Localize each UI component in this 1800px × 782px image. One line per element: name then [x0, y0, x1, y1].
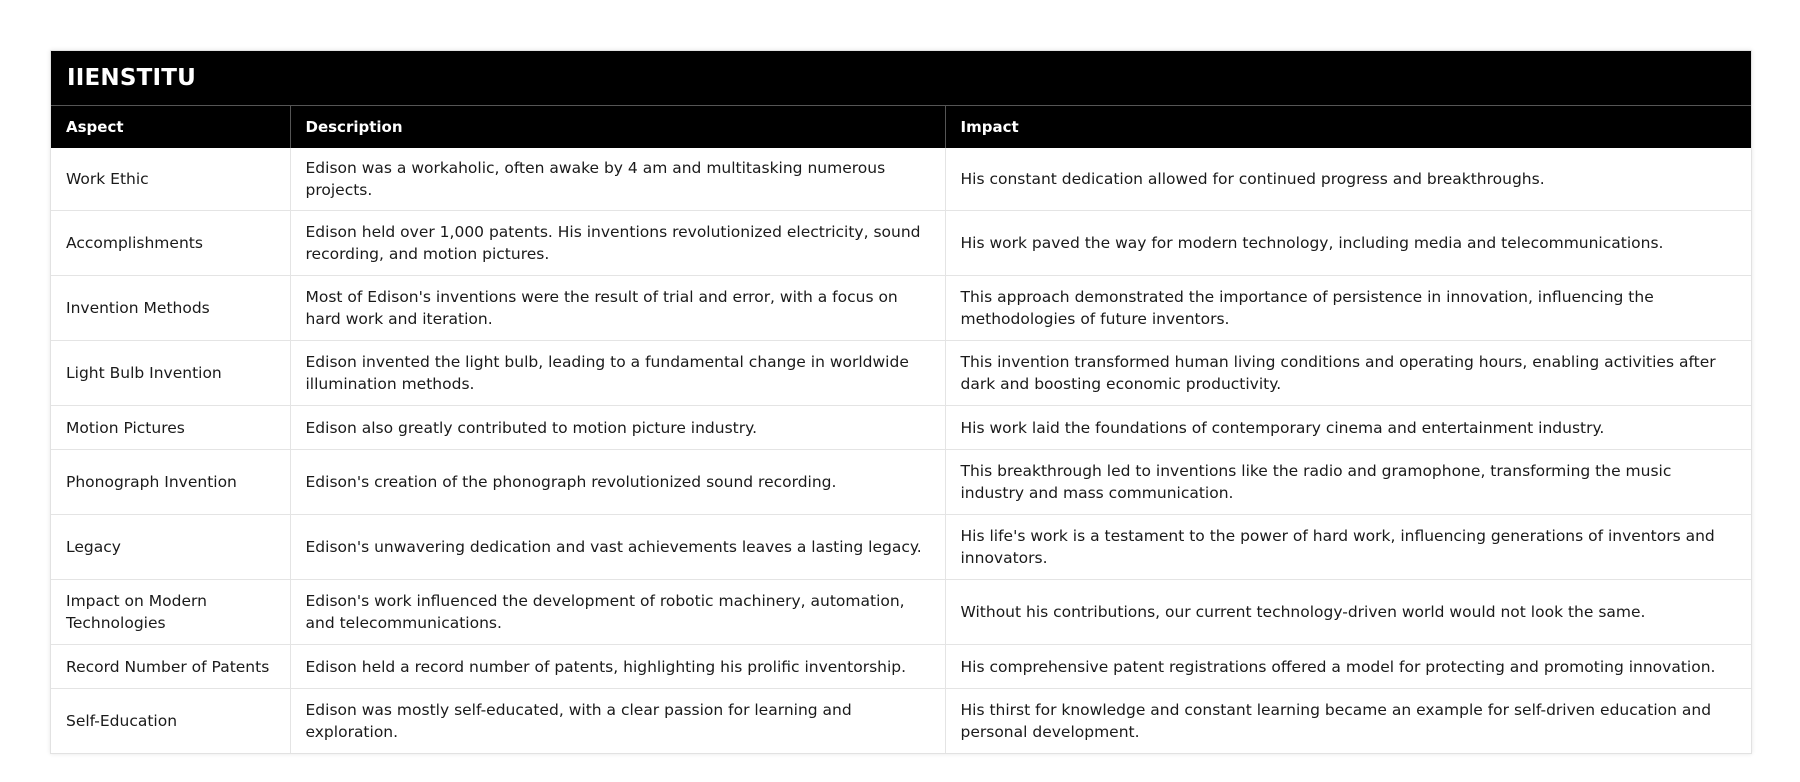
cell-description: Edison's unwavering dedication and vast achievements leaves a lasting legacy.: [290, 515, 945, 580]
cell-aspect: Record Number of Patents: [51, 645, 290, 689]
header-description: Description: [290, 106, 945, 148]
cell-description: Most of Edison's inventions were the result of trial and error, with a focus on hard work and iteration.: [290, 276, 945, 341]
header-row: [51, 106, 1751, 148]
cell-impact: His work laid the foundations of contemporary cinema and entertainment industry.: [945, 406, 1751, 450]
cell-description: Edison held over 1,000 patents. His inventions revolutionized electricity, sound recording, and motion pictures.: [290, 211, 945, 276]
table-row: [51, 341, 1751, 406]
table-row: [51, 211, 1751, 276]
table-body: [51, 148, 1751, 753]
table-row: [51, 515, 1751, 580]
cell-impact: Without his contributions, our current technology-driven world would not look the same.: [945, 580, 1751, 645]
cell-aspect: Motion Pictures: [51, 406, 290, 450]
cell-description: Edison's creation of the phonograph revolutionized sound recording.: [290, 450, 945, 515]
cell-description: Edison also greatly contributed to motion picture industry.: [290, 406, 945, 450]
cell-aspect: Impact on Modern Technologies: [51, 580, 290, 645]
header-impact: Impact: [945, 106, 1751, 148]
cell-impact: His life's work is a testament to the power of hard work, influencing generations of inventors and innovators.: [945, 515, 1751, 580]
table-row: [51, 406, 1751, 450]
cell-aspect: Self-Education: [51, 689, 290, 754]
cell-impact: His comprehensive patent registrations offered a model for protecting and promoting innovation.: [945, 645, 1751, 689]
cell-aspect: Legacy: [51, 515, 290, 580]
cell-impact: This breakthrough led to inventions like the radio and gramophone, transforming the music industry and mass communication.: [945, 450, 1751, 515]
table-card: [50, 50, 1752, 754]
header-aspect: Aspect: [51, 106, 290, 148]
table-header: [51, 106, 1751, 148]
table-row: [51, 450, 1751, 515]
cell-impact: This approach demonstrated the importance of persistence in innovation, influencing the methodologies of future inventors.: [945, 276, 1751, 341]
cell-description: Edison was a workaholic, often awake by 4 am and multitasking numerous projects.: [290, 148, 945, 211]
cell-aspect: Phonograph Invention: [51, 450, 290, 515]
cell-aspect: Invention Methods: [51, 276, 290, 341]
cell-impact: This invention transformed human living conditions and operating hours, enabling activities after dark and boosting economic productivity.: [945, 341, 1751, 406]
cell-description: Edison held a record number of patents, highlighting his prolific inventorship.: [290, 645, 945, 689]
cell-impact: His thirst for knowledge and constant learning became an example for self-driven education and personal development.: [960, 701, 1712, 741]
table-row: [51, 645, 1751, 689]
table-title: IIENSTITU: [51, 51, 1751, 106]
cell-aspect: Work Ethic: [51, 148, 290, 211]
cell-aspect: Accomplishments: [51, 211, 290, 276]
cell-description: Edison invented the light bulb, leading to a fundamental change in worldwide illumination methods.: [290, 341, 945, 406]
cell-aspect: Light Bulb Invention: [51, 341, 290, 406]
data-table: [51, 106, 1751, 753]
table-row: [51, 689, 1751, 754]
table-row: [51, 580, 1751, 645]
cell-description: Edison's work influenced the development of robotic machinery, automation, and telecommunications.: [290, 580, 945, 645]
cell-description: Edison was mostly self-educated, with a clear passion for learning and exploration.: [290, 689, 945, 754]
cell-impact: His constant dedication allowed for continued progress and breakthroughs.: [945, 148, 1751, 211]
table-row: [51, 148, 1751, 211]
cell-impact: His work paved the way for modern technology, including media and telecommunications.: [945, 211, 1751, 276]
table-row: [51, 276, 1751, 341]
